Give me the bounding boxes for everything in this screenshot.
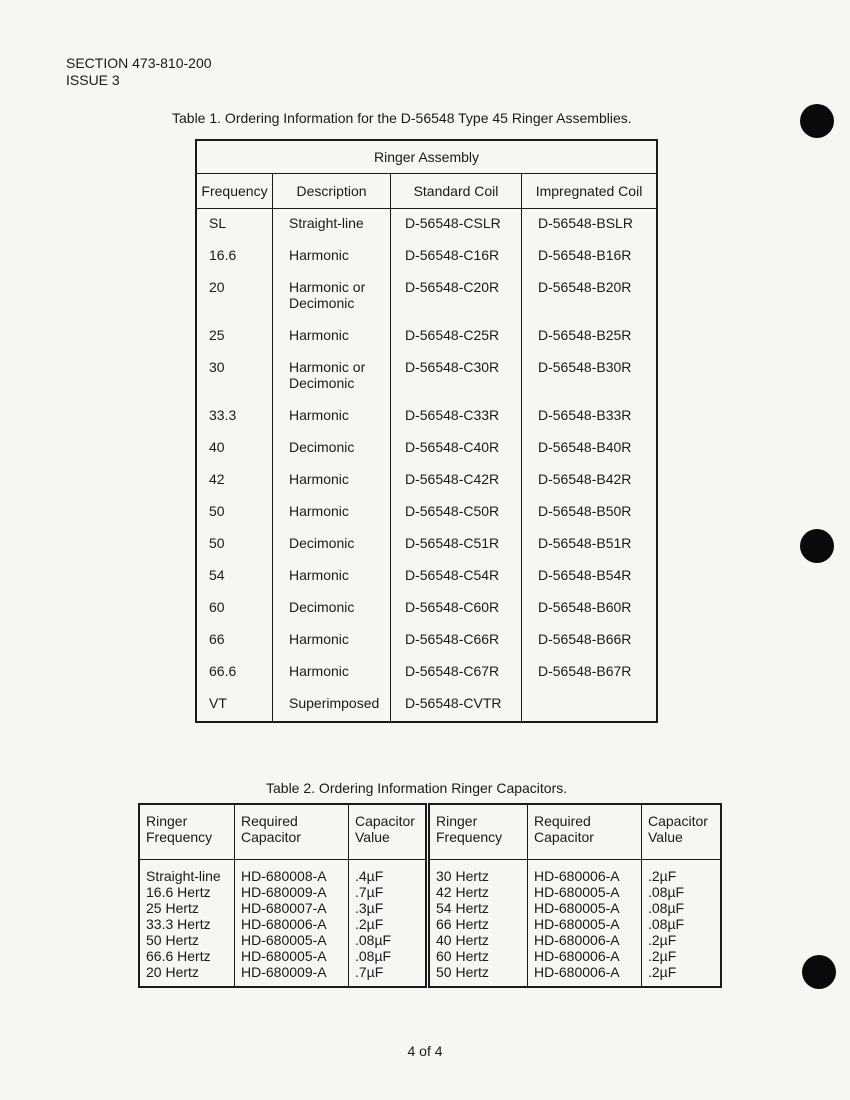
required-capacitor: HD-680009-A — [241, 964, 327, 980]
description-cell: Harmonic — [273, 241, 391, 273]
table-row — [196, 465, 657, 497]
impregnated-coil-cell: D-56548-B54R — [522, 561, 658, 593]
description-cell: Decimonic — [273, 529, 391, 561]
ringer-frequency: 33.3 Hertz — [146, 916, 211, 932]
required-capacitor: HD-680005-A — [241, 932, 327, 948]
required-capacitor: HD-680005-A — [534, 916, 620, 932]
impregnated-coil-cell: D-56548-B51R — [522, 529, 658, 561]
table-row — [196, 593, 657, 625]
frequency-cell: 20 — [209, 279, 225, 295]
capacitor-value: .3µF — [355, 900, 384, 916]
required-capacitor: HD-680006-A — [534, 932, 620, 948]
required-capacitor: HD-680005-A — [241, 948, 327, 964]
capacitor-value: .2µF — [648, 964, 677, 980]
frequency-cell: 33.3 — [209, 407, 237, 423]
table1-group-header: Ringer Assembly — [196, 140, 657, 174]
impregnated-coil-cell: D-56548-B42R — [522, 465, 658, 497]
impregnated-coil-cell: D-56548-B50R — [522, 497, 658, 529]
frequency-cell: SL — [209, 215, 227, 231]
right-header-capacitor: Required Capacitor — [528, 804, 642, 860]
impregnated-coil-cell: D-56548-B66R — [522, 625, 658, 657]
ringer-frequency: 20 Hertz — [146, 964, 199, 980]
impregnated-coil-cell: D-56548-B60R — [522, 593, 658, 625]
frequency-cell: 16.6 — [209, 247, 237, 263]
right-capacitors — [528, 860, 642, 988]
capacitor-value: .7µF — [355, 964, 384, 980]
left-capacitors — [235, 860, 349, 988]
document-header — [66, 55, 212, 89]
impregnated-coil-cell: D-56548-BSLR — [522, 209, 658, 242]
punch-hole-icon — [800, 529, 834, 563]
table-row — [196, 657, 657, 689]
capacitor-value: .2µF — [355, 916, 384, 932]
ringer-frequency: 66 Hertz — [436, 916, 489, 932]
capacitor-value: .08µF — [648, 900, 685, 916]
table-row — [196, 209, 657, 242]
table1-caption: Table 1. Ordering Information for the D-56548 Type 45 Ringer Assemblies. — [172, 110, 632, 126]
frequency-cell: 50 — [209, 503, 225, 519]
standard-coil-cell: D-56548-C20R — [391, 273, 522, 321]
table-row — [196, 273, 657, 321]
table-row — [196, 529, 657, 561]
capacitor-value: .2µF — [648, 932, 677, 948]
capacitor-value: .4µF — [355, 868, 384, 884]
standard-coil-cell: D-56548-CVTR — [391, 689, 522, 722]
ringer-frequency: 16.6 Hertz — [146, 884, 211, 900]
table2-caption: Table 2. Ordering Information Ringer Capacitors. — [266, 780, 568, 796]
required-capacitor: HD-680007-A — [241, 900, 327, 916]
column-header-description: Description — [273, 174, 391, 209]
column-header-standard-coil: Standard Coil — [391, 174, 522, 209]
left-header-value: Capacitor Value — [349, 804, 428, 860]
standard-coil-cell: D-56548-C66R — [391, 625, 522, 657]
impregnated-coil-cell: D-56548-B25R — [522, 321, 658, 353]
frequency-cell: VT — [209, 695, 227, 711]
ringer-frequency: 60 Hertz — [436, 948, 489, 964]
left-frequencies — [139, 860, 235, 988]
description-cell: Harmonic — [273, 625, 391, 657]
standard-coil-cell: D-56548-C54R — [391, 561, 522, 593]
frequency-cell: 66.6 — [209, 663, 237, 679]
description-cell: Harmonic — [273, 561, 391, 593]
standard-coil-cell: D-56548-C42R — [391, 465, 522, 497]
description-cell: Harmonic — [273, 497, 391, 529]
description-cell: Straight-line — [273, 209, 391, 242]
right-header-value: Capacitor Value — [642, 804, 722, 860]
table-row — [196, 497, 657, 529]
left-header-capacitor: Required Capacitor — [235, 804, 349, 860]
table-row — [196, 689, 657, 722]
required-capacitor: HD-680008-A — [241, 868, 327, 884]
standard-coil-cell: D-56548-C67R — [391, 657, 522, 689]
required-capacitor: HD-680009-A — [241, 884, 327, 900]
table-row — [196, 321, 657, 353]
table-row — [196, 401, 657, 433]
capacitor-value: .08µF — [648, 916, 685, 932]
ringer-frequency: 50 Hertz — [146, 932, 199, 948]
punch-hole-icon — [800, 104, 834, 138]
left-values — [349, 860, 428, 988]
standard-coil-cell: D-56548-C60R — [391, 593, 522, 625]
standard-coil-cell: D-56548-CSLR — [391, 209, 522, 242]
description-cell: Harmonic — [273, 657, 391, 689]
table-row — [196, 625, 657, 657]
table2-data-row — [139, 860, 721, 988]
impregnated-coil-cell: D-56548-B16R — [522, 241, 658, 273]
description-cell: Harmonic — [273, 465, 391, 497]
right-header-frequency: Ringer Frequency — [428, 804, 528, 860]
capacitor-value: .08µF — [648, 884, 685, 900]
frequency-cell: 54 — [209, 567, 225, 583]
table1-body — [196, 209, 657, 723]
ringer-assembly-table — [195, 139, 658, 723]
table-row — [196, 433, 657, 465]
description-cell: Harmonic — [273, 401, 391, 433]
required-capacitor: HD-680006-A — [241, 916, 327, 932]
ringer-frequency: 30 Hertz — [436, 868, 489, 884]
frequency-cell: 66 — [209, 631, 225, 647]
table-row — [196, 561, 657, 593]
impregnated-coil-cell: D-56548-B40R — [522, 433, 658, 465]
description-cell: Superimposed — [273, 689, 391, 722]
impregnated-coil-cell: D-56548-B33R — [522, 401, 658, 433]
required-capacitor: HD-680005-A — [534, 884, 620, 900]
impregnated-coil-cell — [522, 689, 658, 722]
section-number: SECTION 473-810-200 — [66, 55, 212, 71]
impregnated-coil-cell: D-56548-B30R — [522, 353, 658, 401]
issue-number: ISSUE 3 — [66, 72, 120, 88]
ringer-capacitor-table — [138, 803, 722, 988]
required-capacitor: HD-680006-A — [534, 868, 620, 884]
ringer-frequency: 50 Hertz — [436, 964, 489, 980]
standard-coil-cell: D-56548-C33R — [391, 401, 522, 433]
capacitor-value: .2µF — [648, 948, 677, 964]
description-cell: Harmonic — [273, 321, 391, 353]
standard-coil-cell: D-56548-C30R — [391, 353, 522, 401]
frequency-cell: 50 — [209, 535, 225, 551]
column-header-frequency: Frequency — [196, 174, 273, 209]
impregnated-coil-cell: D-56548-B20R — [522, 273, 658, 321]
standard-coil-cell: D-56548-C40R — [391, 433, 522, 465]
capacitor-value: .08µF — [355, 932, 392, 948]
required-capacitor: HD-680006-A — [534, 964, 620, 980]
ringer-frequency: 25 Hertz — [146, 900, 199, 916]
description-cell: Harmonic or Decimonic — [273, 273, 391, 321]
ringer-frequency: 54 Hertz — [436, 900, 489, 916]
table-row — [196, 353, 657, 401]
frequency-cell: 42 — [209, 471, 225, 487]
description-cell: Decimonic — [273, 433, 391, 465]
ringer-frequency: 66.6 Hertz — [146, 948, 211, 964]
standard-coil-cell: D-56548-C51R — [391, 529, 522, 561]
page-number: 4 of 4 — [407, 1043, 443, 1059]
description-cell: Harmonic or Decimonic — [273, 353, 391, 401]
ringer-frequency: Straight-line — [146, 868, 221, 884]
table-row — [196, 241, 657, 273]
capacitor-value: .2µF — [648, 868, 677, 884]
ringer-frequency: 40 Hertz — [436, 932, 489, 948]
impregnated-coil-cell: D-56548-B67R — [522, 657, 658, 689]
left-header-frequency: Ringer Frequency — [139, 804, 235, 860]
ringer-frequency: 42 Hertz — [436, 884, 489, 900]
frequency-cell: 25 — [209, 327, 225, 343]
right-values — [642, 860, 722, 988]
standard-coil-cell: D-56548-C50R — [391, 497, 522, 529]
capacitor-value: .08µF — [355, 948, 392, 964]
required-capacitor: HD-680006-A — [534, 948, 620, 964]
frequency-cell: 30 — [209, 359, 225, 375]
required-capacitor: HD-680005-A — [534, 900, 620, 916]
column-header-impregnated-coil: Impregnated Coil — [522, 174, 658, 209]
punch-hole-icon — [802, 955, 836, 989]
right-frequencies — [428, 860, 528, 988]
capacitor-value: .7µF — [355, 884, 384, 900]
frequency-cell: 60 — [209, 599, 225, 615]
standard-coil-cell: D-56548-C25R — [391, 321, 522, 353]
description-cell: Decimonic — [273, 593, 391, 625]
standard-coil-cell: D-56548-C16R — [391, 241, 522, 273]
frequency-cell: 40 — [209, 439, 225, 455]
